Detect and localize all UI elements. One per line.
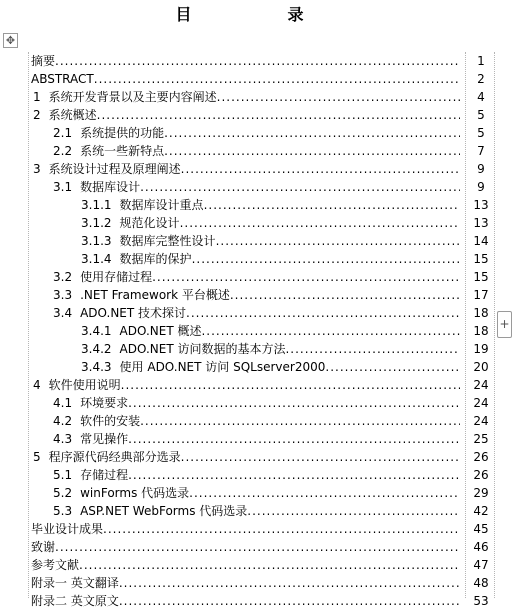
toc-entry-text: 参考文献 (31, 558, 80, 572)
toc-entry-number: 5.3 (53, 504, 73, 518)
toc-entry-number: 3 (33, 162, 41, 176)
toc-entry-label (33, 88, 460, 106)
toc-entry-number: 3.4.2 (81, 342, 112, 356)
toc-entry[interactable] (29, 592, 494, 610)
toc-entry[interactable] (29, 448, 494, 466)
toc-entry-text: 数据库完整性设计 (119, 234, 216, 248)
toc-entry-text: 环境要求 (80, 396, 129, 410)
toc-entry[interactable] (29, 142, 494, 160)
toc-entry-page: 13 (473, 198, 489, 212)
toc-entry-text: 系统开发背景以及主要内容阐述 (48, 90, 217, 104)
toc-entry[interactable] (29, 538, 494, 556)
toc-entry-page: 19 (473, 342, 489, 356)
toc-entry-label (53, 502, 460, 520)
toc-entry-page: 20 (473, 360, 489, 374)
toc-entry-number: 1 (33, 90, 41, 104)
toc-entry-text: 常见操作 (80, 432, 129, 446)
toc-entry-page: 24 (473, 414, 489, 428)
toc-entry-label (31, 520, 460, 538)
toc-entry-text: 规范化设计 (119, 216, 180, 230)
toc-entry-label (53, 142, 460, 160)
toc-entry[interactable] (29, 466, 494, 484)
toc-entry[interactable] (29, 574, 494, 592)
toc-entry-text: 系统提供的功能 (80, 126, 165, 140)
toc-entry[interactable] (29, 52, 494, 70)
toc-entry[interactable] (29, 412, 494, 430)
toc-entry-text: ADO.NET 访问数据的基本方法 (119, 342, 286, 356)
toc-entry-label (81, 232, 460, 250)
toc-entry-page: 9 (477, 162, 485, 176)
toc-entry-text: 数据库设计重点 (119, 198, 204, 212)
toc-entry-text: 系统概述 (48, 108, 97, 122)
toc-entry-page: 26 (473, 450, 489, 464)
toc-entry-page: 24 (473, 378, 489, 392)
toc-entry-page: 48 (473, 576, 489, 590)
toc-entry[interactable] (29, 502, 494, 520)
toc-entry-text: .NET Framework 平台概述 (80, 288, 230, 302)
toc-entry-number: 2 (33, 108, 41, 122)
toc-entry-label (53, 394, 460, 412)
toc-entry-number: 4.2 (53, 414, 73, 428)
toc-entry-page: 24 (473, 396, 489, 410)
toc-entry-text: ABSTRACT (31, 72, 94, 86)
toc-entry-page: 5 (477, 108, 485, 122)
toc-entry-text: ADO.NET 概述 (119, 324, 202, 338)
toc-entry-label (31, 592, 460, 610)
toc-entry-page: 5 (477, 126, 485, 140)
toc-entry-number: 4.1 (53, 396, 73, 410)
toc-entry-page: 25 (473, 432, 489, 446)
toc-entry[interactable] (29, 520, 494, 538)
toc-entry-label (81, 250, 460, 268)
toc-entry-text: 附录一 英文翻译 (31, 576, 119, 590)
toc-entry-label (81, 214, 460, 232)
toc-entry-label (81, 196, 460, 214)
toc-entry-label (81, 340, 460, 358)
toc-entry-label (31, 556, 460, 574)
toc-entry[interactable] (29, 394, 494, 412)
toc-entry[interactable] (29, 430, 494, 448)
toc-entry[interactable] (29, 106, 494, 124)
toc-entry-text: 系统一些新特点 (80, 144, 165, 158)
toc-entry-label (53, 178, 460, 196)
toc-entry-text: winForms 代码选录 (80, 486, 190, 500)
toc-entry-number: 3.4 (53, 306, 73, 320)
toc-entry-text: 摘要 (31, 54, 56, 68)
toc-entry-label (33, 448, 460, 466)
toc-entry-number: 3.1 (53, 180, 73, 194)
toc-entry-page: 18 (473, 306, 489, 320)
toc-entry-label (33, 160, 460, 178)
toc-entry[interactable] (29, 160, 494, 178)
toc-entry-text: 致谢 (31, 540, 56, 554)
toc-entry-page: 46 (473, 540, 489, 554)
toc-entry-label (33, 106, 460, 124)
toc-entry-page: 15 (473, 270, 489, 284)
add-column-handle-icon[interactable]: + (497, 311, 512, 338)
toc-entry-text: 存储过程 (80, 468, 129, 482)
toc-entry-text: 程序源代码经典部分选录 (48, 450, 181, 464)
toc-entry-text: ASP.NET WebForms 代码选录 (80, 504, 248, 518)
toc-entry[interactable] (29, 268, 494, 286)
toc-title: 目 录 (175, 5, 344, 24)
toc-entry-text: ADO.NET 技术探讨 (80, 306, 187, 320)
toc-entry[interactable] (29, 196, 494, 214)
toc-entry-label (53, 286, 460, 304)
toc-entry-number: 3.1.2 (81, 216, 112, 230)
toc-entry-page: 53 (473, 594, 489, 608)
toc-entry-label (81, 358, 460, 376)
toc-entry-label (81, 322, 460, 340)
toc-entry[interactable] (29, 376, 494, 394)
toc-entry[interactable] (29, 214, 494, 232)
toc-entry-label (31, 52, 460, 70)
toc-entry-text: 软件的安装 (80, 414, 141, 428)
toc-entry-page: 9 (477, 180, 485, 194)
toc-entry-page: 2 (477, 72, 485, 86)
toc-entry-number: 3.2 (53, 270, 73, 284)
toc-entry-text: 附录二 英文原文 (31, 594, 119, 608)
toc-entry-label (53, 484, 460, 502)
toc-entry-text: 软件使用说明 (48, 378, 121, 392)
toc-entry[interactable] (29, 70, 494, 88)
toc-entry-number: 3.1.1 (81, 198, 112, 212)
toc-entry-label (53, 466, 460, 484)
toc-table (28, 52, 495, 608)
toc-entry-page: 7 (477, 144, 485, 158)
toc-entry-page: 15 (473, 252, 489, 266)
toc-entry-number: 5 (33, 450, 41, 464)
toc-entry[interactable] (29, 124, 494, 142)
toc-entry-number: 3.1.3 (81, 234, 112, 248)
toc-entry-page: 45 (473, 522, 489, 536)
toc-entry[interactable] (29, 250, 494, 268)
toc-entry[interactable] (29, 340, 494, 358)
toc-entry-number: 3.3 (53, 288, 73, 302)
toc-entry[interactable] (29, 484, 494, 502)
toc-entry-text: 使用存储过程 (80, 270, 153, 284)
toc-entry-page: 4 (477, 90, 485, 104)
toc-entry[interactable] (29, 232, 494, 250)
toc-entry-text: 毕业设计成果 (31, 522, 104, 536)
toc-entry-text: 系统设计过程及原理阐述 (48, 162, 181, 176)
toc-entry[interactable] (29, 322, 494, 340)
toc-entry-page: 29 (473, 486, 489, 500)
toc-entry[interactable] (29, 304, 494, 322)
toc-entry-page: 18 (473, 324, 489, 338)
toc-entry[interactable] (29, 286, 494, 304)
toc-entry-page: 13 (473, 216, 489, 230)
toc-entry[interactable] (29, 556, 494, 574)
toc-entry-page: 42 (473, 504, 489, 518)
toc-entry-text: 数据库设计 (80, 180, 141, 194)
toc-entry-number: 3.1.4 (81, 252, 112, 266)
toc-entry-page: 14 (473, 234, 489, 248)
toc-entry-label (53, 430, 460, 448)
toc-entry-number: 4 (33, 378, 41, 392)
toc-entry-page: 17 (473, 288, 489, 302)
toc-entry-label (53, 268, 460, 286)
table-move-handle-icon[interactable]: ✥ (3, 33, 18, 48)
toc-entry-number: 2.2 (53, 144, 73, 158)
toc-entry-label (33, 376, 460, 394)
toc-entry-number: 5.1 (53, 468, 73, 482)
toc-entry-label (31, 538, 460, 556)
toc-entry[interactable] (29, 178, 494, 196)
toc-entry-number: 2.1 (53, 126, 73, 140)
toc-entry-label (53, 124, 460, 142)
toc-entry-number: 3.4.3 (81, 360, 112, 374)
toc-entry[interactable] (29, 88, 494, 106)
toc-entry-label (31, 70, 460, 88)
toc-entry-number: 4.3 (53, 432, 73, 446)
toc-entry[interactable] (29, 358, 494, 376)
toc-entry-page: 47 (473, 558, 489, 572)
toc-entry-label (31, 574, 460, 592)
toc-entry-page: 1 (477, 54, 485, 68)
toc-entry-number: 5.2 (53, 486, 73, 500)
toc-entry-number: 3.4.1 (81, 324, 112, 338)
toc-entry-page: 26 (473, 468, 489, 482)
toc-entry-text: 数据库的保护 (119, 252, 192, 266)
toc-entry-label (53, 304, 460, 322)
toc-entry-text: 使用 ADO.NET 访问 SQLserver2000 (119, 360, 326, 374)
toc-entry-label (53, 412, 460, 430)
